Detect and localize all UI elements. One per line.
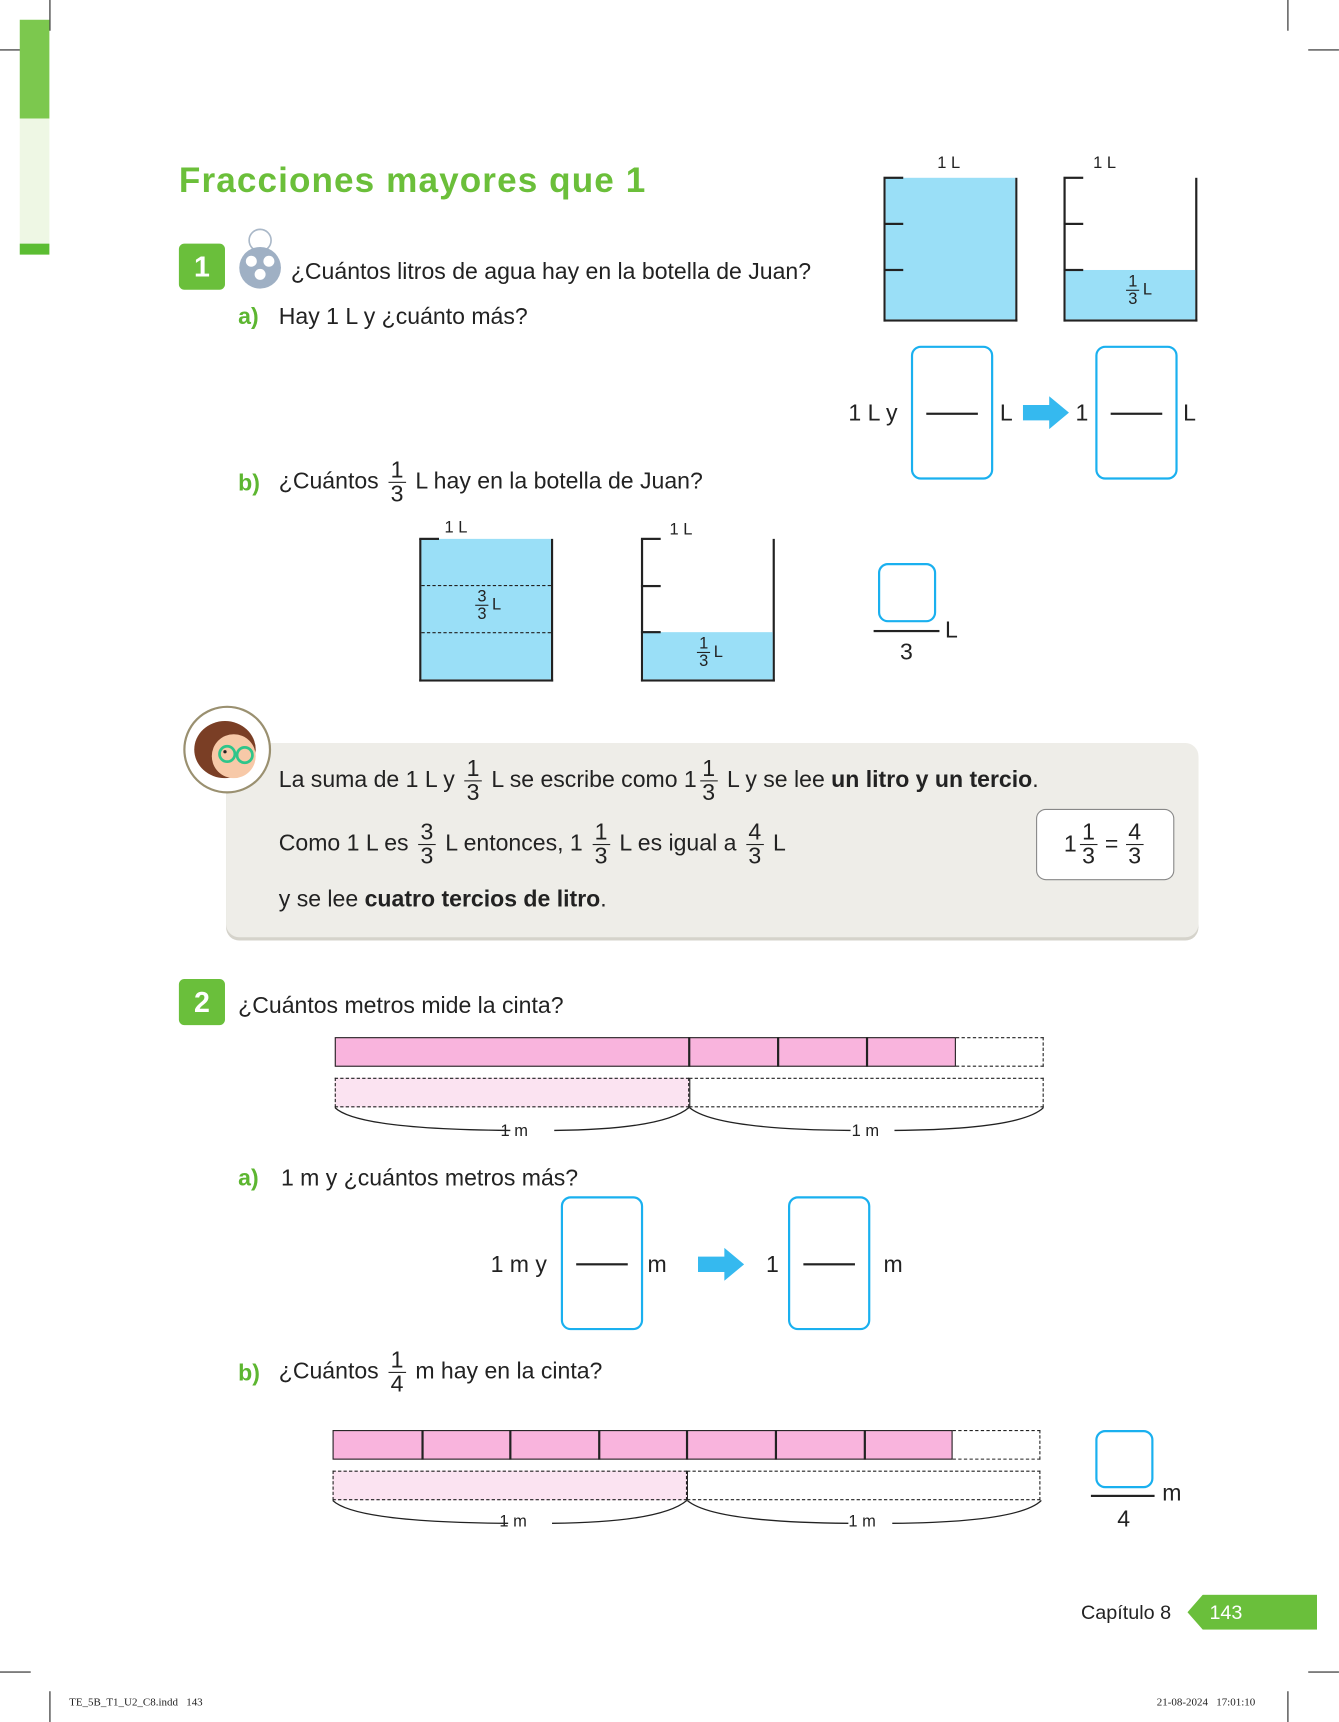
unit-label: m [647, 1252, 667, 1278]
beaker-label: 1 L [669, 520, 693, 539]
equation-box: 1 $\frac{1}{3}$ = $\frac{4}{3}$ [1036, 809, 1174, 880]
meter-1 [335, 1078, 689, 1108]
page-number-tab [1187, 1595, 1317, 1630]
crop-mark [49, 1691, 50, 1722]
answer-whole: 1 [766, 1252, 779, 1278]
unit-label: L [1142, 280, 1153, 300]
beaker-third [1063, 178, 1197, 322]
crop-mark [0, 1671, 31, 1672]
note-line-1: La suma de 1 L y $\frac{1}{3}$ L se escribe como 1 $\frac{1}{3}$ L y se lee un litro y un tercio. [278, 756, 1039, 806]
ribbon-empty-part [953, 1430, 1041, 1460]
item-b-text: ¿Cuántos $\frac{1}{4}$ m hay en la cinta? [278, 1347, 603, 1398]
item-a-text: 1 m y ¿cuántos metros más? [280, 1165, 579, 1191]
fraction-input-box[interactable] [561, 1196, 643, 1330]
crop-mark [49, 0, 50, 31]
fraction-denominator: 3 [477, 604, 487, 624]
item-a-label: a) [238, 304, 259, 330]
teacher-avatar [183, 706, 271, 794]
beaker-third-b: $\frac{1}{3}$ L [641, 539, 775, 682]
crop-mark [1308, 49, 1339, 50]
meter-label: 1 m [499, 1512, 527, 1532]
crop-mark [1287, 0, 1288, 31]
numerator-input-box[interactable] [878, 563, 936, 622]
unit-label: L [944, 617, 958, 644]
ribbon-quarters [333, 1430, 953, 1460]
arrow-right-icon [1023, 396, 1069, 429]
exercise-number-1: 1 [179, 244, 225, 290]
unit-label: L [1183, 400, 1196, 426]
note-line-2: Como 1 L es $\frac{3}{3}$ L entonces, 1 $\frac{1}{3}$ L es igual a $\frac{4}{3}$ L [278, 819, 786, 870]
fraction-numerator: 1 [1126, 273, 1140, 291]
answer-prefix: 1 L y [848, 400, 898, 426]
answer-whole: 1 [1075, 400, 1089, 426]
item-b-label: b) [238, 470, 260, 497]
side-tab-bottom [20, 244, 50, 255]
question-2: ¿Cuántos metros mide la cinta? [238, 993, 564, 1019]
item-a-label: a) [238, 1165, 259, 1191]
beaker-label: 1 L [1093, 153, 1117, 173]
note-line-3: y se lee cuatro tercios de litro. [278, 886, 607, 913]
side-tab [20, 20, 50, 119]
fraction-input-box[interactable] [1095, 346, 1177, 480]
ribbon-empty-part [956, 1037, 1044, 1067]
beaker-label: 1 L [444, 518, 468, 537]
denominator: 3 [899, 639, 913, 666]
fraction-numerator: 3 [475, 588, 489, 606]
item-b-text: ¿Cuántos $\frac{1}{3}$ L hay en la botella de Juan? [278, 457, 703, 508]
brace [333, 1500, 1042, 1533]
arrow-right-icon [698, 1248, 744, 1281]
group-people-icon [236, 228, 284, 289]
fraction-input-box[interactable] [788, 1196, 870, 1330]
crop-mark [1308, 1671, 1339, 1672]
chapter-label: Capítulo 8 [1081, 1601, 1172, 1624]
meter-label: 1 m [851, 1121, 880, 1141]
fraction-bar [1091, 1495, 1155, 1497]
meter-label: 1 m [500, 1121, 528, 1141]
timestamp: 21-08-2024 17:01:10 [1156, 1696, 1256, 1709]
fraction-bar [874, 630, 940, 632]
fraction-input-box[interactable] [911, 346, 993, 480]
item-a-text: Hay 1 L y ¿cuánto más? [278, 304, 528, 330]
beaker-full [883, 178, 1017, 322]
beaker-thirds: $\frac{3}{3}$ L [419, 539, 553, 682]
answer-prefix: 1 m y [490, 1252, 547, 1278]
item-b-label: b) [238, 1360, 260, 1387]
beaker-label: 1 L [937, 153, 961, 173]
unit-label: m [1162, 1480, 1182, 1506]
meter-2 [687, 1471, 1040, 1501]
meter-2 [689, 1078, 1043, 1108]
meter-1 [333, 1471, 687, 1501]
page-number: 143 [1209, 1601, 1243, 1624]
crop-mark [1287, 1691, 1288, 1722]
ribbon [335, 1037, 956, 1067]
exercise-number-2: 2 [179, 979, 225, 1025]
meter-label: 1 m [848, 1512, 876, 1532]
brace [335, 1107, 1044, 1140]
fraction-denominator: 3 [1128, 289, 1138, 309]
page-title: Fracciones mayores que 1 [178, 160, 647, 200]
denominator: 4 [1117, 1506, 1131, 1533]
unit-label: m [883, 1252, 903, 1278]
unit-label: L [999, 400, 1013, 426]
question-1: ¿Cuántos litros de agua hay en la botella de Juan? [290, 259, 812, 285]
numerator-input-box[interactable] [1095, 1430, 1153, 1488]
side-tab-light [20, 119, 50, 244]
file-name: TE_5B_T1_U2_C8.indd 143 [69, 1696, 203, 1709]
